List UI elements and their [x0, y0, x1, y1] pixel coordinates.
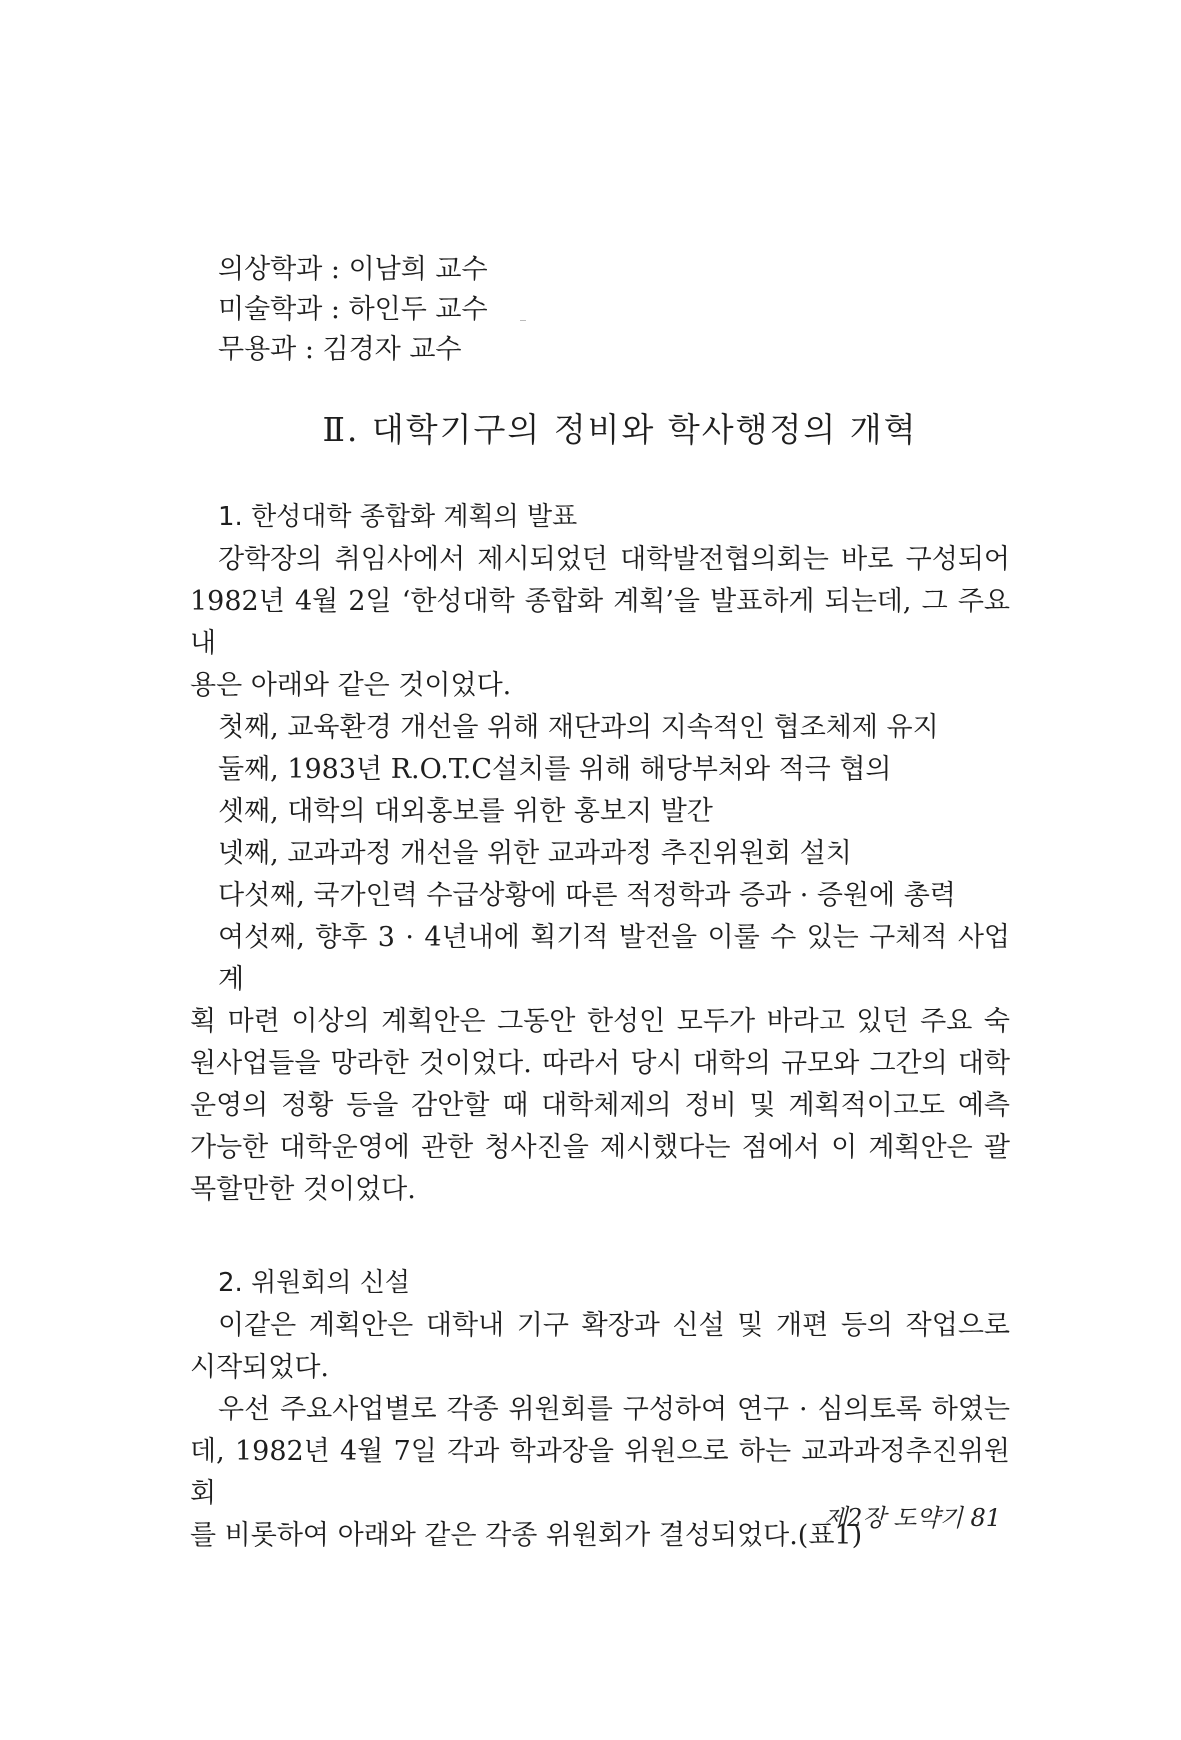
paragraph-line: 우선 주요사업별로 각종 위원회를 구성하여 연구 · 심의토록 하였는 — [218, 1394, 1010, 1425]
paragraph-line: 획 마련 이상의 계획안은 그동안 한성인 모두가 바라고 있던 주요 숙 — [190, 1006, 1010, 1037]
subsection-heading: 2. 위원회의 신설 — [218, 1268, 411, 1298]
list-item: 셋째, 대학의 대외홍보를 위한 홍보지 발간 — [218, 796, 713, 827]
paragraph-line: 운영의 정황 등을 감안할 때 대학체제의 정비 및 계획적이고도 예측 — [190, 1090, 1010, 1121]
page-footer: 제2장 도약기 81 — [824, 1504, 1001, 1532]
faculty-line: 의상학과 : 이남희 교수 — [218, 254, 488, 285]
section-title: Ⅱ. 대학기구의 정비와 학사행정의 개혁 — [322, 410, 918, 449]
document-page — [190, 250, 1010, 1557]
paragraph-line: 목할만한 것이었다. — [190, 1174, 416, 1205]
paragraph-line: 가능한 대학운영에 관한 청사진을 제시했다는 점에서 이 계획안은 괄 — [190, 1132, 1010, 1163]
paragraph-line: 시작되었다. — [190, 1352, 329, 1383]
paragraph-line: 원사업들을 망라한 것이었다. 따라서 당시 대학의 규모와 그간의 대학 — [190, 1048, 1010, 1079]
faculty-line: 무용과 : 김경자 교수 — [218, 334, 462, 365]
paragraph-line: 용은 아래와 같은 것이었다. — [190, 670, 512, 701]
paragraph-line: 강학장의 취임사에서 제시되었던 대학발전협의회는 바로 구성되어 — [218, 544, 1010, 575]
paragraph-line: 1982년 4월 2일 ‘한성대학 종합화 계획’을 발표하게 되는데, 그 주요내 — [190, 586, 1010, 659]
paragraph-line: 를 비롯하여 아래와 같은 각종 위원회가 결성되었다.(표1) — [190, 1520, 863, 1551]
list-item: 둘째, 1983년 R.O.T.C설치를 위해 해당부처와 적극 협의 — [218, 754, 892, 785]
paragraph-line: 이같은 계획안은 대학내 기구 확장과 신설 및 개편 등의 작업으로 — [218, 1310, 1010, 1341]
faculty-list — [218, 250, 1010, 370]
subsection-heading: 1. 한성대학 종합화 계획의 발표 — [218, 502, 578, 532]
paragraph-line: 여섯째, 향후 3 · 4년내에 획기적 발전을 이룰 수 있는 구체적 사업계 — [218, 922, 1010, 995]
list-item: 넷째, 교과과정 개선을 위한 교과과정 추진위원회 설치 — [218, 838, 852, 869]
paragraph-line: 데, 1982년 4월 7일 각과 학과장을 위원으로 하는 교과과정추진위원회 — [190, 1436, 1010, 1509]
list-item: 첫째, 교육환경 개선을 위해 재단과의 지속적인 협조체제 유지 — [218, 712, 939, 743]
faculty-line: 미술학과 : 하인두 교수 — [218, 294, 488, 325]
list-item: 다섯째, 국가인력 수급상황에 따른 적정학과 증과 · 증원에 총력 — [218, 880, 956, 911]
